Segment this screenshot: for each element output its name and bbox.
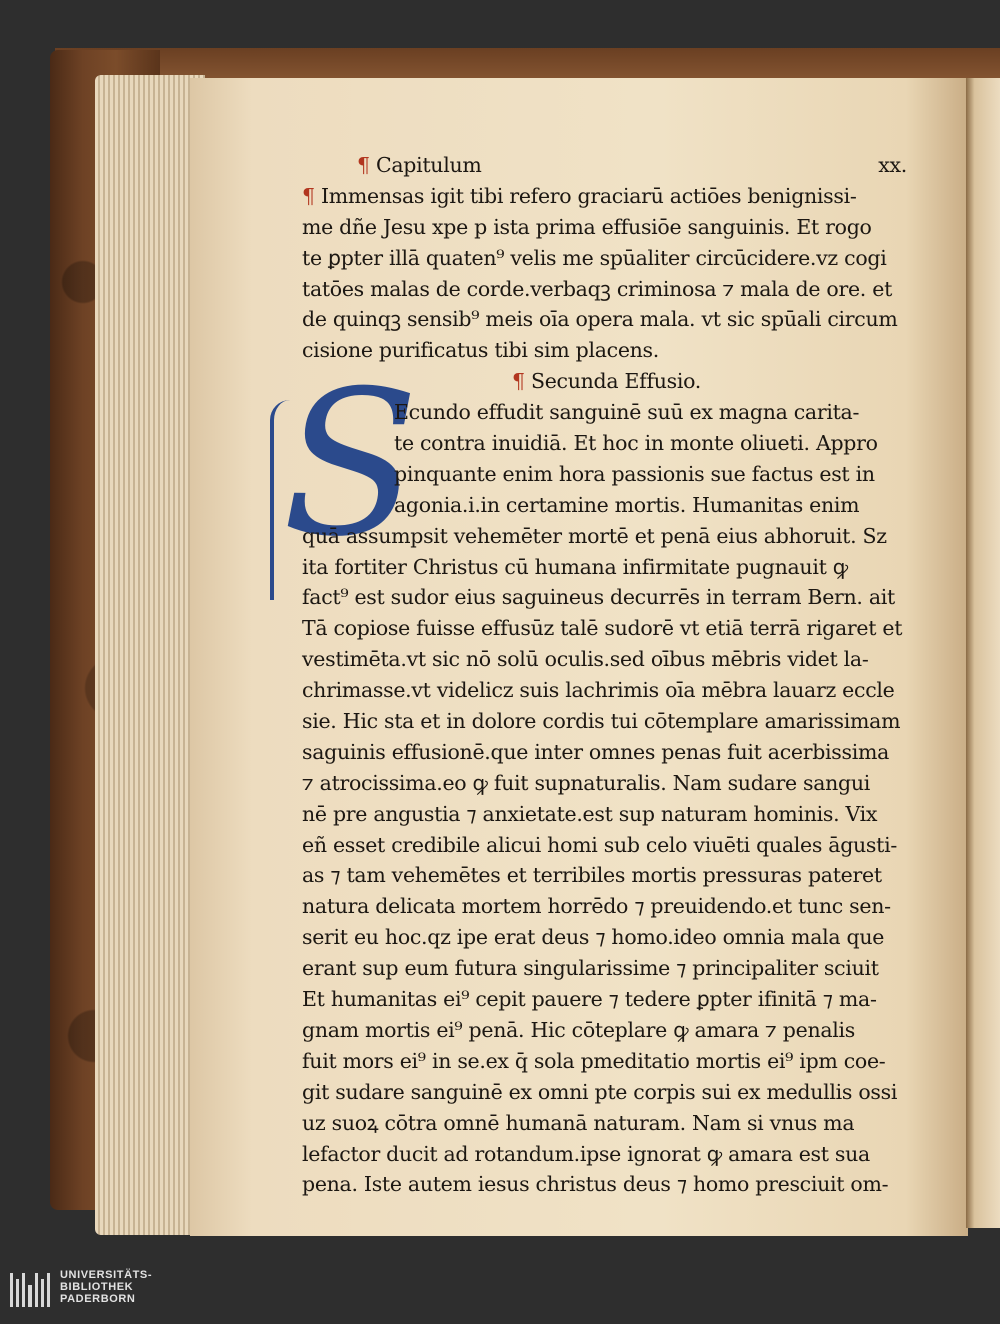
chapter-heading-line xyxy=(302,150,907,181)
text-line: cisione purificatus tibi sim placens. xyxy=(302,338,659,363)
section-heading: Secunda Effusio. xyxy=(530,369,702,394)
library-footer xyxy=(0,1255,1000,1324)
body-line: ⁊ atrocissima.eo ꝙ fuit supnaturalis. Nam sudare sangui xyxy=(302,770,871,795)
body-line: Tā copiose fuisse effusūz talē sudorē vt etiā terrā rigaret et xyxy=(302,616,903,641)
body-line: as ⁊ tam vehemētes et terribiles mortis pressuras pateret xyxy=(302,863,882,888)
body-line: fuit mors ei⁹ in se.ex q̄ sola pmeditatio mortis ei⁹ ipm coe- xyxy=(302,1048,886,1073)
body-line: gnam mortis ei⁹ penā. Hic cōteplare ꝙ amara ⁊ penalis xyxy=(302,1017,856,1042)
drop-initial: S xyxy=(282,348,420,581)
body-line: fact⁹ est sudor eius saguineus decurrēs in terram Bern. ait xyxy=(302,585,895,610)
text-line: te ꝑpter illā quaten⁹ velis me spūaliter circūcidere.vz cogi xyxy=(302,245,887,270)
text-block xyxy=(302,150,907,1200)
body-line: eñ esset credibile alicui homi sub celo viuēti quales āgusti- xyxy=(302,832,897,857)
page-edges xyxy=(95,75,205,1235)
library-name: UNIVERSITÄTS- BIBLIOTHEK PADERBORN xyxy=(60,1269,153,1305)
text-line: de quinqꝫ sensib⁹ meis oīa opera mala. vt sic spūali circum xyxy=(302,307,898,332)
body-line: agonia.i.in certamine mortis. Humanitas enim xyxy=(394,492,860,517)
library-logo-icon xyxy=(10,1273,50,1307)
body-line: quā assumpsit vehemēter mortē et penā eius abhoruit. Sz xyxy=(302,523,887,548)
body-line: nē pre angustia ⁊ anxietate.est sup naturam hominis. Vix xyxy=(302,801,878,826)
body-line: erant sup eum futura singularissime ⁊ principaliter sciuit xyxy=(302,956,879,981)
pilcrow-icon: ¶ xyxy=(302,183,321,208)
section-heading-line xyxy=(302,366,907,397)
body-line: saguinis effusionē.que inter omnes penas fuit acerbissima xyxy=(302,739,890,764)
facing-page-edge xyxy=(966,78,1000,1228)
body-line: Et humanitas ei⁹ cepit pauere ⁊ tedere ꝑpter ifinitā ⁊ ma- xyxy=(302,987,877,1012)
body-line: git sudare sanguinē ex omni pte corpis sui ex medullis ossi xyxy=(302,1079,898,1104)
pilcrow-icon: ¶ xyxy=(357,153,376,177)
text-line: tatōes malas de corde.verbaqꝫ criminosa ⁊ mala de ore. et xyxy=(302,276,893,301)
text-line: me dñe Jesu xpe p ista prima effusiōe sanguinis. Et rogo xyxy=(302,214,872,239)
folio-number: xx. xyxy=(878,153,907,177)
body-line: te contra inuidiā. Et hoc in monte oliueti. Appro xyxy=(394,431,878,456)
body-line: natura delicata mortem horrēdo ⁊ preuidendo.et tunc sen- xyxy=(302,894,891,919)
body-line: lefactor ducit ad rotandum.ipse ignorat ꝙ amara est sua xyxy=(302,1141,870,1166)
text-line: ¶ Immensas igit tibi refero graciarū actiōes benignissi- xyxy=(302,183,857,208)
body-line: chrimasse.vt videlicz suis lachrimis oīa mēbra lauarz eccle xyxy=(302,678,895,703)
body-line: vestimēta.vt sic nō solū oculis.sed oībus mēbris videt la- xyxy=(302,647,869,672)
body-line: Ecundo effudit sanguinē suū ex magna carita- xyxy=(394,400,860,425)
chapter-heading: Capitulum xyxy=(375,153,482,177)
body-line: serit eu hoc.qz ipe erat deus ⁊ homo.ideo omnia mala que xyxy=(302,925,885,950)
body-line: ita fortiter Christus cū humana infirmitate pugnauit ꝙ xyxy=(302,554,848,579)
body-line: uz suoꝝ cōtra omnē humanā naturam. Nam si vnus ma xyxy=(302,1110,855,1135)
body-line: sie. Hic sta et in dolore cordis tui cōtemplare amarissimam xyxy=(302,709,901,734)
body-line: pena. Iste autem iesus christus deus ⁊ homo presciuit om- xyxy=(302,1172,889,1197)
body-line: pinquante enim hora passionis sue factus est in xyxy=(394,461,875,486)
pilcrow-icon: ¶ xyxy=(512,369,531,394)
